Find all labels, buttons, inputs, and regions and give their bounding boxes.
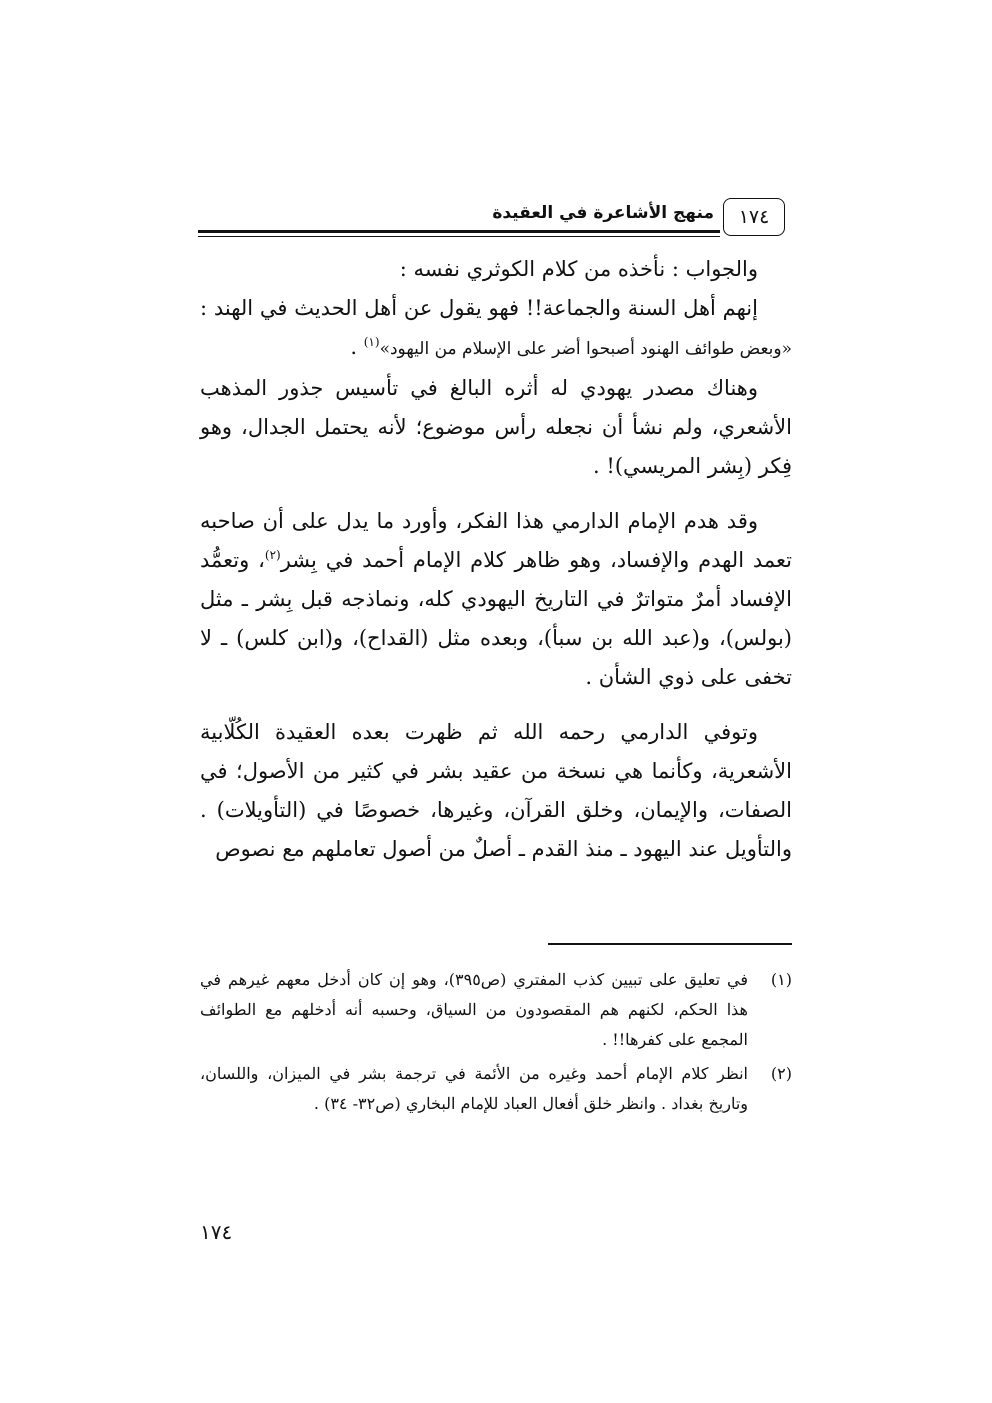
paragraph-2-text: إنهم أهل السنة والجماعة!! فهو يقول عن أهل الحديث في الهند : [200, 296, 758, 320]
footnote-2-number: (٢) [770, 1064, 792, 1083]
footnote-1 [200, 965, 792, 1055]
header-title: منهج الأشاعرة في العقيدة [492, 203, 714, 223]
paragraph-3: وهناك مصدر يهودي له أثره البالغ في تأسيس جذور المذهب الأشعري، ولم نشأ أن نجعله رأس موضوع؛ لأنه يحتمل الجدال، وهو فِكر (بِشر المريسي)! . [200, 376, 792, 478]
footnote-2-text: انظر كلام الإمام أحمد وغيره من الأئمة في ترجمة بشر في الميزان، واللسان، وتاريخ بغداد . وانظر خلق أفعال العباد للإمام البخاري (ص٣٢- ٣٤) . [200, 1064, 748, 1113]
footnote-1-number: (١) [770, 970, 792, 989]
paragraph-2 [200, 289, 792, 369]
paragraph-4-b: ، وتعمُّد الإفساد أمرٌ متواترٌ في التاريخ اليهودي كله، ونماذجه قبل بِشر ـ مثل (بولس)، و(عبد الله بن سبأ)، وبعده مثل (القداح)، و(ابن كلس) ـ لا تخفى على ذوي الشأن . [200, 548, 792, 689]
footnote-ref-2: (٢) [264, 548, 281, 562]
main-text [200, 250, 792, 869]
paragraph-1: والجواب : نأخذه من كلام الكوثري نفسه : [399, 257, 758, 281]
paragraph-4 [200, 502, 792, 697]
footnotes [200, 965, 792, 1123]
footnote-1-text: في تعليق على تبيين كذب المفتري (ص٣٩٥)، وهو إن كان أدخل معهم غيرهم في هذا الحكم، لكنهم هم المقصودون من السياق، وحسبه أنه أدخلهم مع الطوائف المجمع على كفرها!! . [200, 970, 749, 1049]
paragraph-4-a: وقد هدم الإمام الدارمي هذا الفكر، وأورد ما يدل على أن صاحبه تعمد الهدم والإفساد، وهو ظاهر كلام الإمام أحمد في بِشر [200, 509, 793, 572]
paragraph-5: وتوفي الدارمي رحمه الله ثم ظهرت بعده العقيدة الكُلّابية الأشعرية، وكأنما هي نسخة من عقيد بشر في كثير من الأصول؛ في الصفات، والإيمان، وخلق القرآن، وغيرها، خصوصًا في (التأويلات) . والتأويل عند اليهود ـ منذ القدم ـ أصلٌ من أصول تعاملهم مع نصوص [200, 720, 792, 861]
footnote-2 [200, 1059, 792, 1119]
footnote-ref-1: (١) [363, 335, 380, 349]
running-header [198, 196, 792, 244]
paragraph-2-end: . [350, 335, 364, 359]
paragraph-2-quote: «وبعض طوائف الهنود أصبحوا أضر على الإسلام من اليهود» [379, 339, 792, 359]
header-page-number: ١٧٤ [723, 198, 785, 236]
footer-page-number: ١٧٤ [200, 1220, 233, 1244]
footnote-separator [548, 943, 792, 945]
header-rule-thick [198, 230, 720, 233]
header-rule-thin [198, 236, 720, 237]
